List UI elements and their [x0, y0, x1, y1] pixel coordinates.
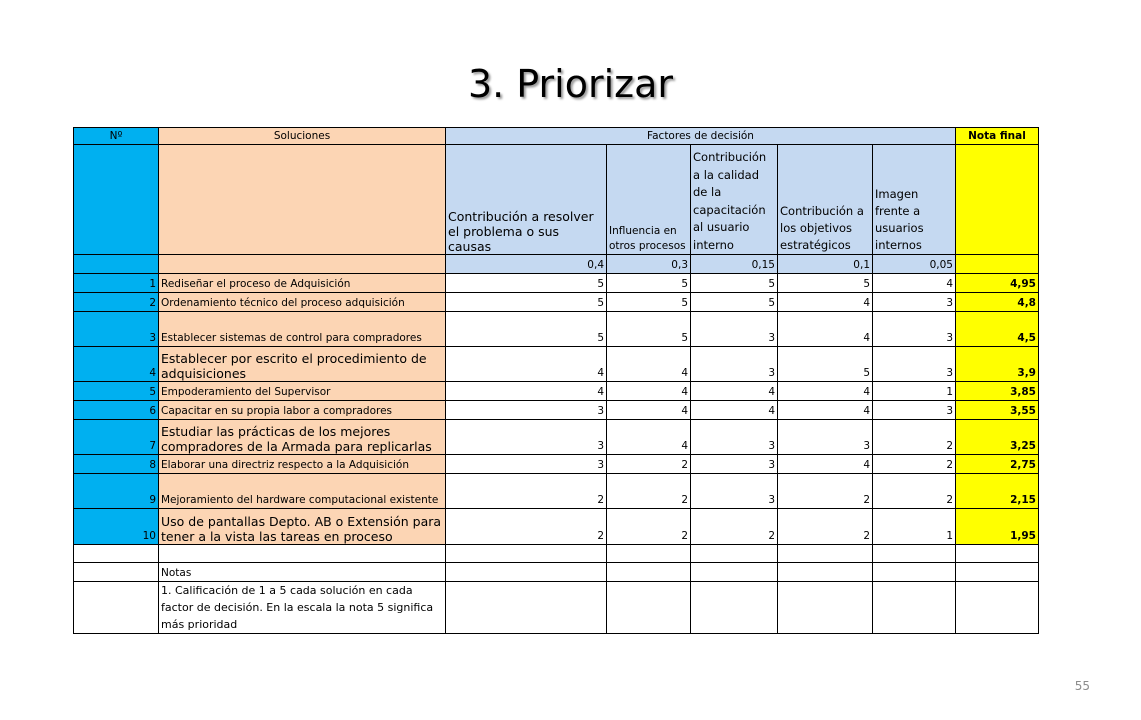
factor-names-row [74, 145, 1039, 255]
final-score: 4,5 [956, 312, 1039, 347]
factor-weight: 0,05 [873, 255, 956, 274]
factor-name: Contribución a la calidad de la capacitación al usuario interno [691, 145, 778, 255]
table-row [74, 401, 1039, 420]
score-cell: 2 [446, 509, 607, 545]
table-row [74, 274, 1039, 293]
score-cell: 2 [607, 455, 691, 474]
score-cell: 2 [778, 509, 873, 545]
notes-text: 1. Calificación de 1 a 5 cada solución en cada factor de decisión. En la escala la nota 5 significa más prioridad [159, 582, 446, 634]
weights-row [74, 255, 1039, 274]
notes-label: Notas [159, 563, 446, 582]
final-score: 2,75 [956, 455, 1039, 474]
solution-label: Capacitar en su propia labor a compradores [159, 401, 446, 420]
solution-label: Establecer sistemas de control para compradores [159, 312, 446, 347]
blank-cell [159, 255, 446, 274]
score-cell: 4 [778, 401, 873, 420]
score-cell: 3 [691, 420, 778, 455]
score-cell: 4 [607, 401, 691, 420]
score-cell: 2 [873, 420, 956, 455]
score-cell: 3 [691, 312, 778, 347]
final-score: 4,8 [956, 293, 1039, 312]
notes-row [74, 582, 1039, 634]
solution-label: Mejoramiento del hardware computacional existente [159, 474, 446, 509]
score-cell: 5 [607, 312, 691, 347]
row-number: 7 [74, 420, 159, 455]
score-cell: 3 [446, 401, 607, 420]
solution-label: Estudiar las prácticas de los mejores compradores de la Armada para replicarlas [159, 420, 446, 455]
table-row [74, 474, 1039, 509]
blank-cell [74, 145, 159, 255]
score-cell: 2 [446, 474, 607, 509]
score-cell: 2 [691, 509, 778, 545]
factor-weight: 0,15 [691, 255, 778, 274]
score-cell: 5 [446, 293, 607, 312]
factor-name: Imagen frente a usuarios internos [873, 145, 956, 255]
score-cell: 3 [446, 455, 607, 474]
score-cell: 3 [446, 420, 607, 455]
factor-weight: 0,1 [778, 255, 873, 274]
final-score: 3,55 [956, 401, 1039, 420]
page-number: 55 [1074, 679, 1090, 693]
score-cell: 2 [873, 455, 956, 474]
solution-label: Uso de pantallas Depto. AB o Extensión para tener a la vista las tareas en proceso [159, 509, 446, 545]
solution-label: Empoderamiento del Supervisor [159, 382, 446, 401]
factor-name: Contribución a los objetivos estratégicos [778, 145, 873, 255]
factor-weight: 0,4 [446, 255, 607, 274]
score-cell: 2 [607, 474, 691, 509]
score-cell: 2 [873, 474, 956, 509]
factor-name: Influencia en otros procesos [607, 145, 691, 255]
row-number: 1 [74, 274, 159, 293]
score-cell: 3 [873, 293, 956, 312]
score-cell: 3 [691, 347, 778, 382]
score-cell: 4 [778, 382, 873, 401]
table-row [74, 312, 1039, 347]
score-cell: 5 [778, 274, 873, 293]
final-score: 4,95 [956, 274, 1039, 293]
score-cell: 3 [691, 474, 778, 509]
row-number: 4 [74, 347, 159, 382]
score-cell: 1 [873, 509, 956, 545]
row-number: 8 [74, 455, 159, 474]
factor-weight: 0,3 [607, 255, 691, 274]
header-nota-final: Nota final [956, 128, 1039, 145]
score-cell: 4 [691, 401, 778, 420]
row-number: 6 [74, 401, 159, 420]
score-cell: 1 [873, 382, 956, 401]
final-score: 3,9 [956, 347, 1039, 382]
score-cell: 4 [446, 347, 607, 382]
score-cell: 2 [607, 509, 691, 545]
score-cell: 5 [691, 293, 778, 312]
priority-table [73, 127, 1039, 634]
final-score: 3,85 [956, 382, 1039, 401]
table-row [74, 420, 1039, 455]
score-cell: 4 [607, 382, 691, 401]
row-number: 3 [74, 312, 159, 347]
blank-cell [159, 145, 446, 255]
score-cell: 5 [446, 312, 607, 347]
score-cell: 3 [778, 420, 873, 455]
header-num: Nº [74, 128, 159, 145]
score-cell: 5 [691, 274, 778, 293]
table-row [74, 293, 1039, 312]
slide-title: 3. Priorizar [467, 62, 674, 106]
score-cell: 4 [778, 293, 873, 312]
row-number: 5 [74, 382, 159, 401]
empty-row [74, 545, 1039, 563]
final-score: 3,25 [956, 420, 1039, 455]
score-cell: 4 [778, 312, 873, 347]
row-number: 2 [74, 293, 159, 312]
final-score: 2,15 [956, 474, 1039, 509]
table-row [74, 509, 1039, 545]
score-cell: 4 [607, 420, 691, 455]
factor-name: Contribución a resolver el problema o sus causas [446, 145, 607, 255]
header-soluciones: Soluciones [159, 128, 446, 145]
row-number: 10 [74, 509, 159, 545]
score-cell: 3 [873, 312, 956, 347]
score-cell: 4 [446, 382, 607, 401]
blank-cell [74, 255, 159, 274]
score-cell: 3 [873, 401, 956, 420]
score-cell: 4 [691, 382, 778, 401]
table-row [74, 455, 1039, 474]
final-score: 1,95 [956, 509, 1039, 545]
score-cell: 4 [778, 455, 873, 474]
notes-header-row [74, 563, 1039, 582]
table-row [74, 382, 1039, 401]
score-cell: 5 [446, 274, 607, 293]
row-number: 9 [74, 474, 159, 509]
solution-label: Establecer por escrito el procedimiento de adquisiciones [159, 347, 446, 382]
solution-label: Rediseñar el proceso de Adquisición [159, 274, 446, 293]
score-cell: 3 [873, 347, 956, 382]
score-cell: 4 [607, 347, 691, 382]
score-cell: 4 [873, 274, 956, 293]
score-cell: 5 [607, 274, 691, 293]
score-cell: 5 [607, 293, 691, 312]
blank-cell [956, 255, 1039, 274]
header-row [74, 128, 1039, 145]
score-cell: 2 [778, 474, 873, 509]
score-cell: 5 [778, 347, 873, 382]
solution-label: Elaborar una directriz respecto a la Adquisición [159, 455, 446, 474]
score-cell: 3 [691, 455, 778, 474]
header-factores: Factores de decisión [446, 128, 956, 145]
table-row [74, 347, 1039, 382]
blank-cell [956, 145, 1039, 255]
solution-label: Ordenamiento técnico del proceso adquisición [159, 293, 446, 312]
